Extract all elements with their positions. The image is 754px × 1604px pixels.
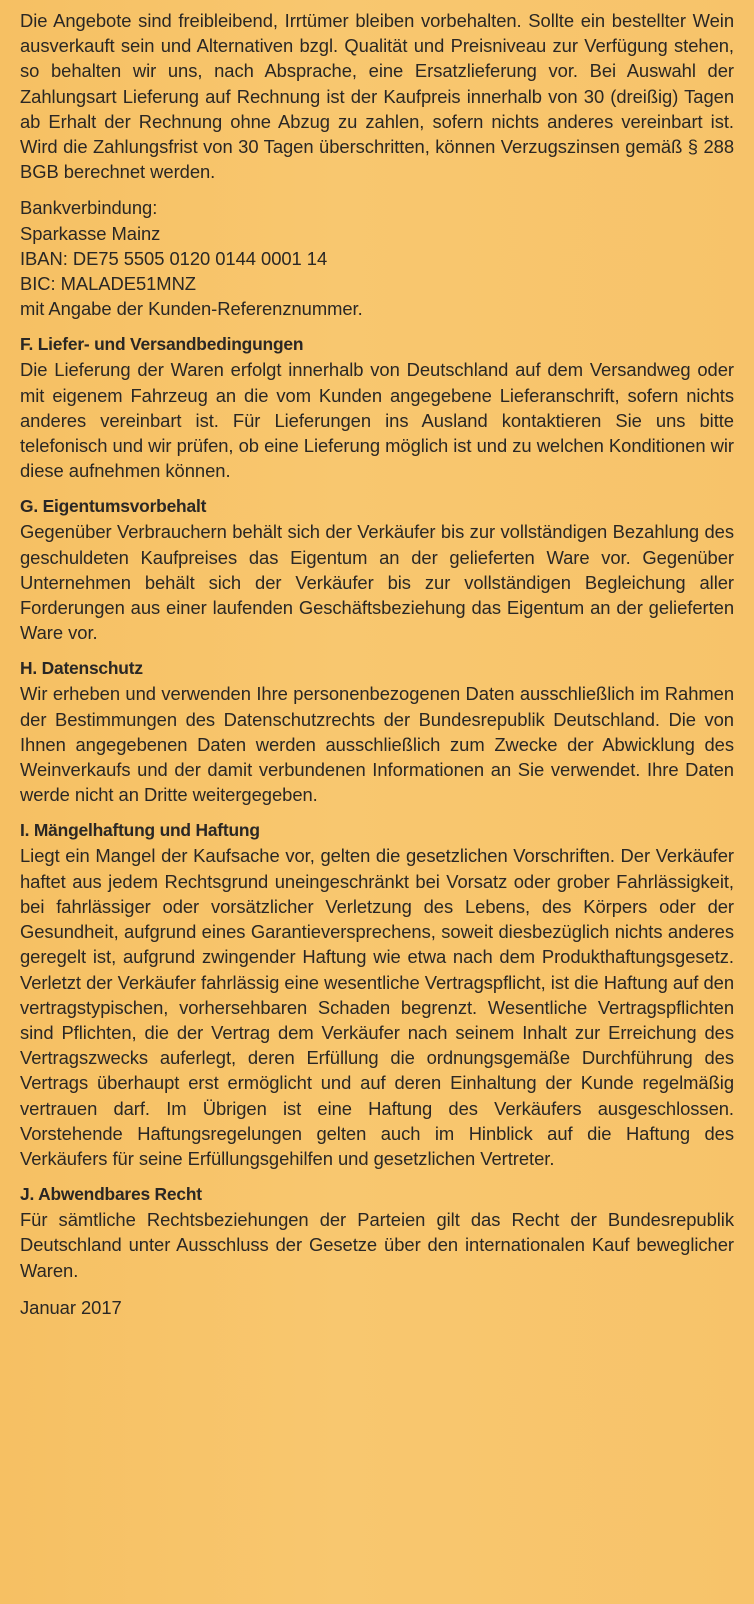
bank-iban: IBAN: DE75 5505 0120 0144 0001 14 (20, 247, 328, 269)
section-heading: J. Abwendbares Recht (20, 1184, 202, 1205)
section-body: Gegenüber Verbrauchern behält sich der Verkäufer bis zur vollständigen Bezahlung des geschuldeten Kaufpreises das Eigentum an der gelieferten Ware vor. Gegenüber Unternehmen behält sich der Verkäufer bis zur vollständigen Begleichung aller Forderungen aus einer laufenden Geschäftsbeziehung das Eigentum an der gelieferten Ware vor. (20, 521, 734, 644)
document-date: Januar 2017 (20, 1296, 122, 1318)
section-heading: I. Mängelhaftung und Haftung (20, 820, 260, 841)
section-body: Wir erheben und verwenden Ihre personenbezogenen Daten ausschließlich im Rahmen der Bestimmungen des Datenschutzrechts der Bundesrepublik Deutschland. Die von Ihnen angegebenen Daten werden ausschließlich zum Zwecke der Abwicklung des Weinverkaufs und der damit verbundenen Informationen an Sie verwendet. Ihre Daten werde nicht an Dritte weitergegeben. (20, 683, 734, 806)
section-data-protection (20, 656, 734, 807)
bank-reference-note: mit Angabe der Kunden-Referenznummer. (20, 298, 363, 320)
section-retention-of-title (20, 494, 734, 645)
section-liability (20, 818, 734, 1171)
section-delivery (20, 332, 734, 483)
bank-details (20, 195, 734, 321)
section-body: Für sämtliche Rechtsbeziehungen der Parteien gilt das Recht der Bundesrepublik Deutschland unter Ausschluss der Gesetze über den internationalen Kauf beweglicher Waren. (20, 1209, 734, 1281)
section-body: Die Lieferung der Waren erfolgt innerhalb von Deutschland auf dem Versandweg oder mit eigenem Fahrzeug an die vom Kunden angegebene Lieferanschrift, sofern nichts anderes vereinbart ist. Für Lieferungen ins Ausland kontaktieren Sie uns bitte telefonisch und wir prüfen, ob eine Lieferung möglich ist und zu welchen Konditionen wir diese aufnehmen können. (20, 359, 734, 482)
bank-bic: BIC: MALADE51MNZ (20, 273, 196, 295)
bank-details-label: Bankverbindung: (20, 197, 158, 219)
payment-terms-block (20, 8, 734, 184)
section-heading: G. Eigentumsvorbehalt (20, 496, 207, 517)
section-heading: F. Liefer- und Versandbedingungen (20, 334, 304, 355)
section-body: Liegt ein Mangel der Kaufsache vor, gelten die gesetzlichen Vorschriften. Der Verkäufer haftet aus jedem Rechtsgrund uneingeschränkt bei Vorsatz oder grober Fahrlässigkeit, bei fahrlässiger oder vorsätzlicher Verletzung des Lebens, des Körpers oder der Gesundheit, aufgrund eines Garantieversprechens, soweit diesbezüglich nichts anderes geregelt ist, aufgrund zwingender Haftung wie etwa nach dem Produkthaftungsgesetz. Verletzt der Verkäufer fahrlässig eine wesentliche Vertragspflicht, ist die Haftung auf den vertragstypischen, vorhersehbaren Schaden begrenzt. Wesentliche Vertragspflichten sind Pflichten, die der Vertrag dem Verkäufer nach seinem Inhalt zur Erreichung des Vertragszwecks auferlegt, deren Erfüllung die ordnungsgemäße Durchführung des Vertrags überhaupt erst ermöglicht und auf deren Einhaltung der Kunde regelmäßig vertrauen darf. Im Übrigen ist eine Haftung des Verkäufers ausgeschlossen. Vorstehende Haftungsregelungen gelten auch im Hinblick auf die Haftung des Verkäufers für seine Erfüllungsgehilfen und gesetzlichen Vertreter. (20, 845, 734, 1169)
bank-name: Sparkasse Mainz (20, 222, 161, 244)
section-heading: H. Datenschutz (20, 658, 143, 679)
section-applicable-law (20, 1182, 734, 1283)
payment-terms-paragraph: Die Angebote sind freibleibend, Irrtümer bleiben vorbehalten. Sollte ein bestellter Wein ausverkauft sein und Alternativen bzgl. Qualität und Preisniveau zur Verfügung stehen, so behalten wir uns, nach Absprache, eine Ersatzlieferung vor. Bei Auswahl der Zahlungsart Lieferung auf Rechnung ist der Kaufpreis innerhalb von 30 (dreißig) Tagen ab Erhalt der Rechnung ohne Abzug zu zahlen, sofern nichts anderes vereinbart ist. Wird die Zahlungsfrist von 30 Tagen überschritten, können Verzugszinsen gemäß § 288 BGB berechnet werden. (20, 10, 734, 183)
